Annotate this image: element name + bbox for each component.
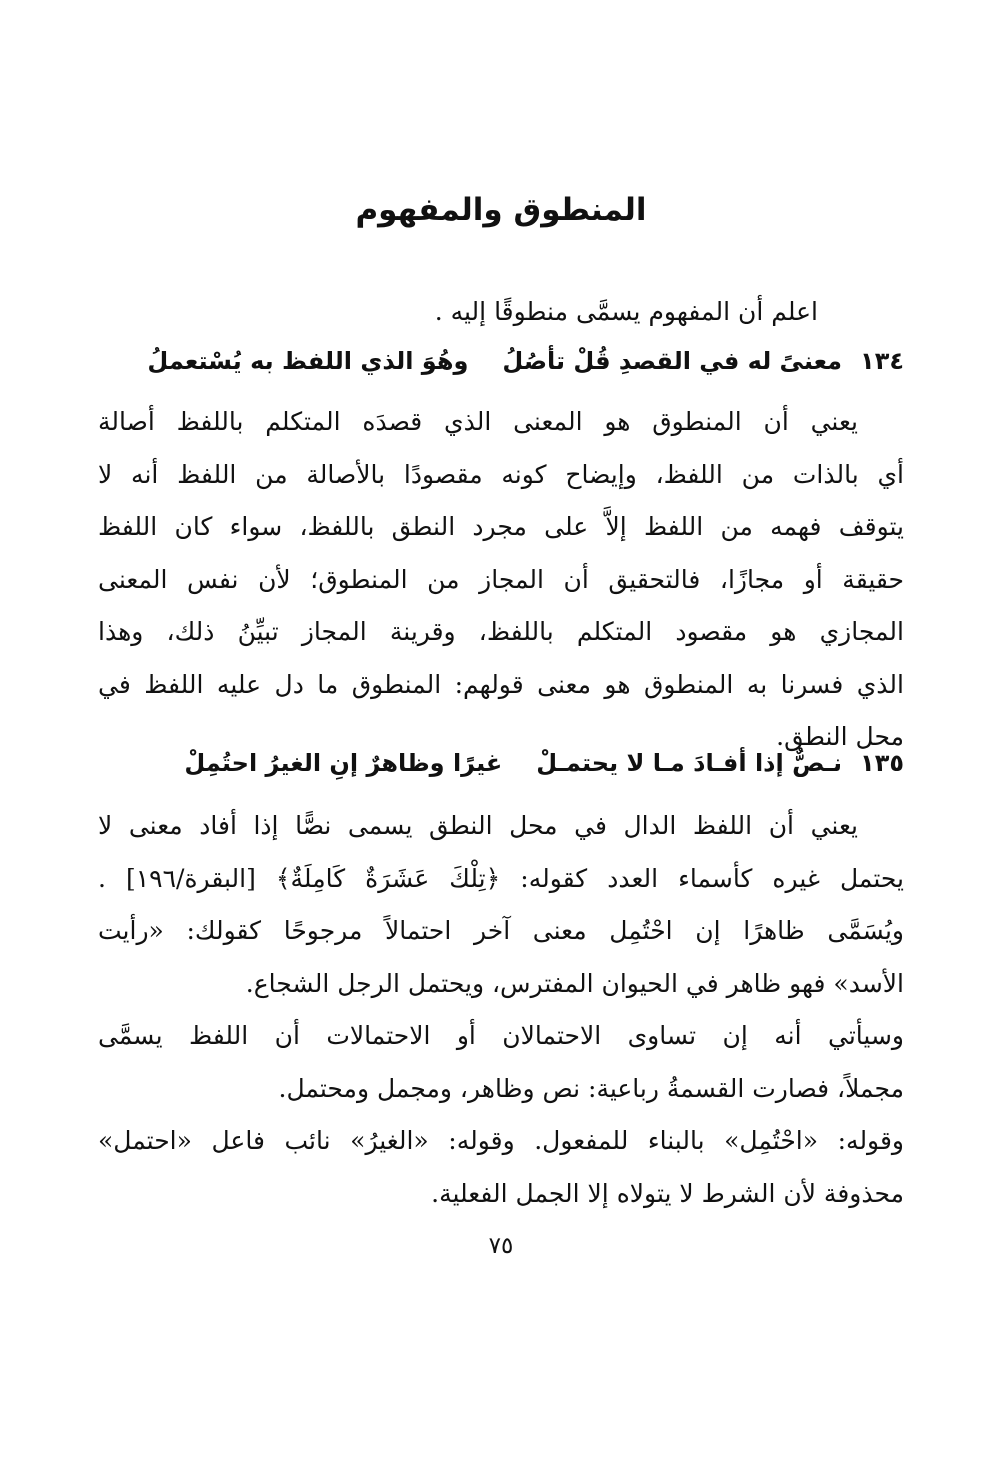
- text-line: محذوفة لأن الشرط لا يتولاه إلا الجمل الفعلية.: [431, 1178, 904, 1208]
- intro-line: اعلم أن المفهوم يسمَّى منطوقًا إليه .: [434, 297, 818, 326]
- text-line: أي بالذات من اللفظ، وإيضاح كونه مقصودًا بالأصالة من اللفظ أنه لا: [98, 459, 904, 489]
- text-line: الذي فسرنا به المنطوق هو معنى قولهم: المنطوق ما دل عليه اللفظ في: [98, 669, 904, 699]
- verse-135: [98, 742, 904, 784]
- verse-number: ١٣٤: [860, 347, 904, 375]
- text-line: ويُسَمَّى ظاهرًا إن احْتُمِل معنى آخر احتمالاً مرجوحًا كقولك: «رأيت: [98, 916, 904, 945]
- verse-first-hemistich: نـصٌّ إذا أفـادَ مـا لا يحتمـلْ: [536, 749, 843, 777]
- verse-second-hemistich: وهُوَ الذي اللفظ به يُسْتعملُ: [147, 347, 469, 375]
- page-number: ٧٥: [488, 1233, 514, 1259]
- commentary-paragraph: [98, 396, 904, 764]
- text-line: الأسد» فهو ظاهر في الحيوان المفترس، ويحتمل الرجل الشجاع.: [245, 968, 904, 998]
- verse-second-hemistich: غيرًا وظاهرٌ إنِ الغيرُ احتُمِلْ: [184, 749, 503, 777]
- text-line: مجملاً، فصارت القسمةُ رباعية: نص وظاهر، ومجمل ومحتمل.: [278, 1073, 904, 1103]
- book-page: [98, 0, 904, 1477]
- text-line: وقوله: «احْتُمِل» بالبناء للمفعول. وقوله: «الغيرُ» نائب فاعل «احتمل»: [98, 1126, 904, 1155]
- commentary-paragraph: [98, 800, 904, 1220]
- verse-first-hemistich: معنىً له في القصدِ قُلْ تأصُلُ: [502, 347, 843, 375]
- text-line: محل النطق.: [776, 722, 904, 751]
- text-line: يحتمل غيره كأسماء العدد كقوله: ﴿تِلْكَ عَشَرَةٌ كَامِلَةٌ﴾ [البقرة/١٩٦] .: [98, 863, 904, 893]
- verse-134: [98, 340, 904, 382]
- text-line: المجازي هو مقصود المتكلم باللفظ، وقرينة المجاز تبيِّنُ ذلك، وهذا: [98, 617, 904, 646]
- verse-number: ١٣٥: [860, 749, 904, 777]
- text-line: يعني أن المنطوق هو المعنى الذي قصدَه المتكلم باللفظ أصالة: [98, 407, 858, 436]
- text-line: يتوقف فهمه من اللفظ إلاَّ على مجرد النطق باللفظ، سواء كان اللفظ: [98, 512, 904, 541]
- chapter-title: المنطوق والمفهوم: [355, 192, 647, 228]
- text-line: وسيأتي أنه إن تساوى الاحتمالان أو الاحتمالات أن اللفظ يسمَّى: [98, 1021, 904, 1050]
- text-line: يعني أن اللفظ الدال في محل النطق يسمى نصًّا إذا أفاد معنى لا: [98, 811, 858, 840]
- text-line: حقيقة أو مجازًا، فالتحقيق أن المجاز من المنطوق؛ لأن نفس المعنى: [98, 564, 904, 594]
